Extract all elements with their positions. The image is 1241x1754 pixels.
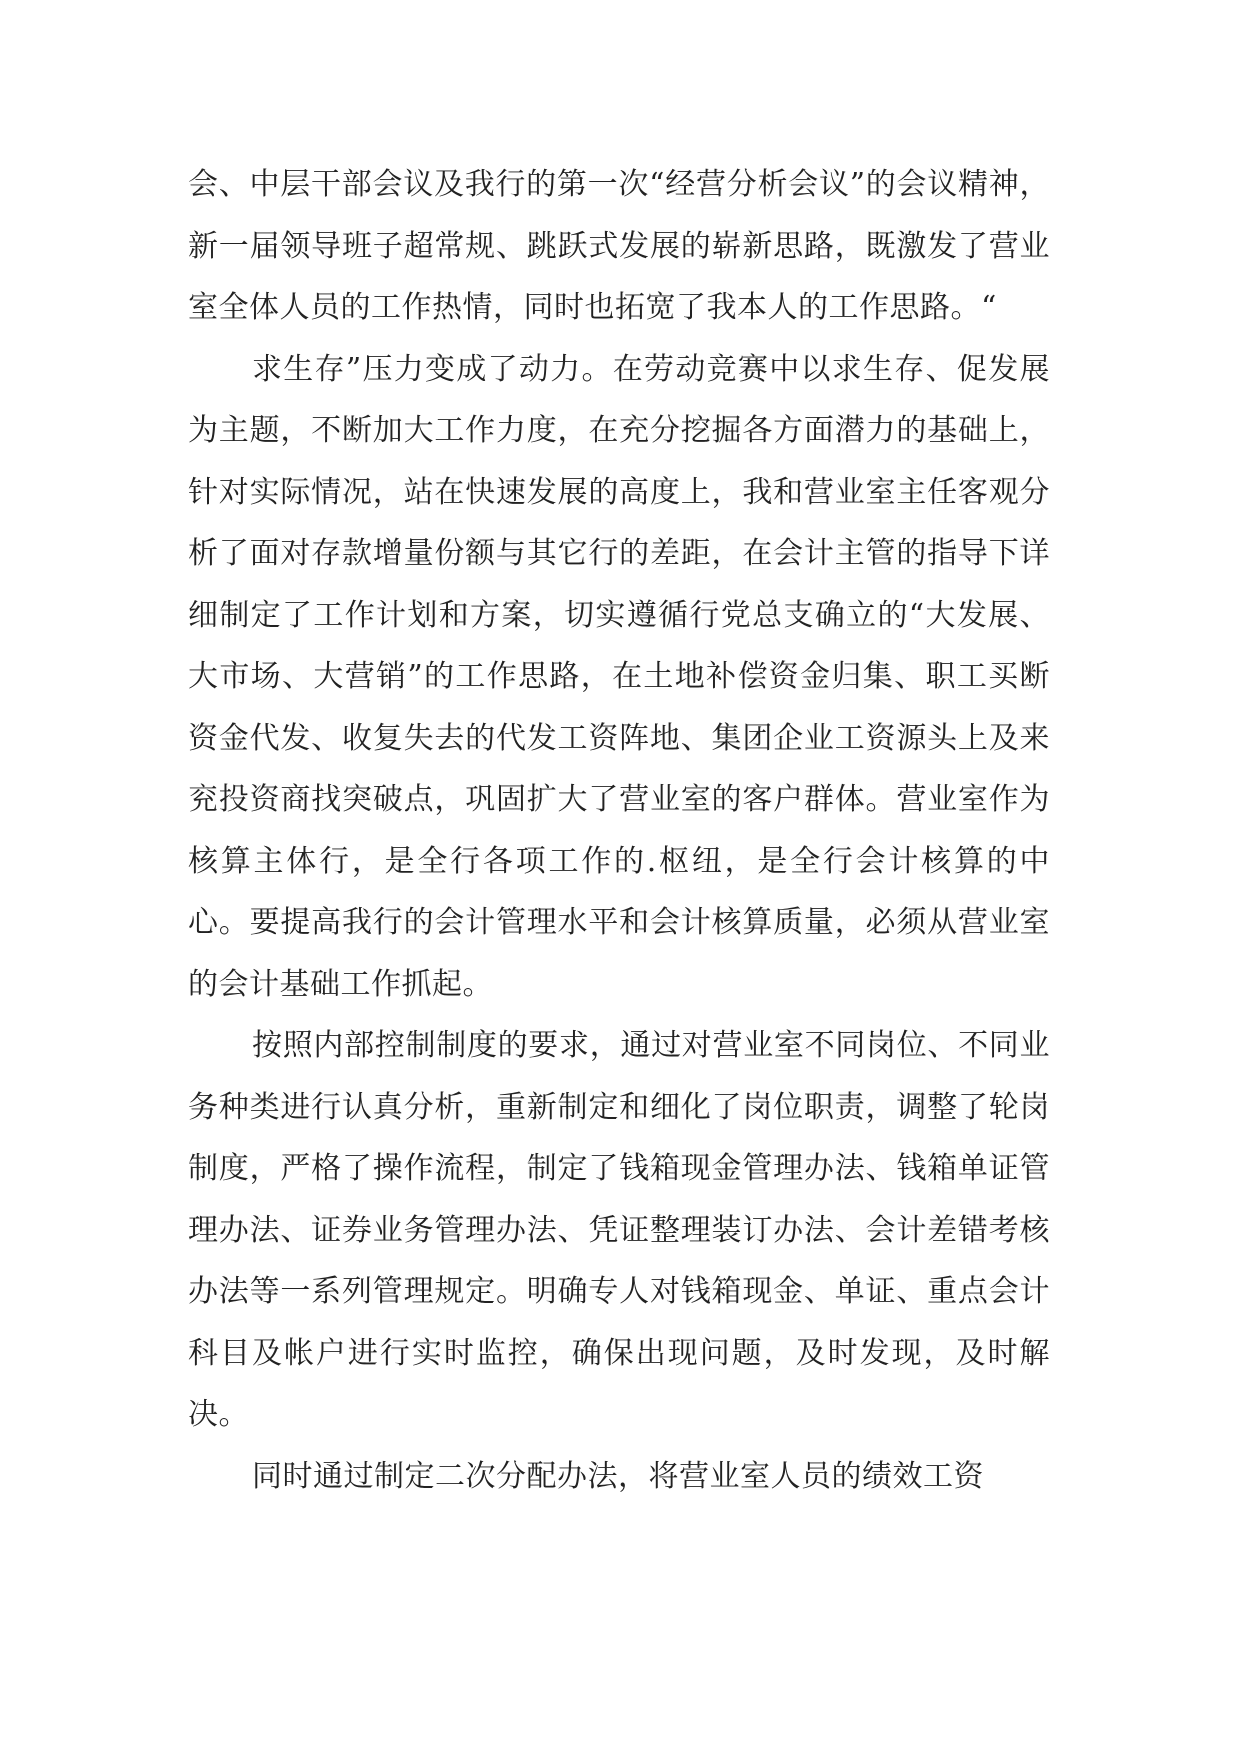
paragraph: 按照内部控制制度的要求，通过对营业室不同岗位、不同业务种类进行认真分析，重新制定和细化了岗位职责，调整了轮岗制度，严格了操作流程，制定了钱箱现金管理办法、钱箱单证管理办法、证券业务管理办法、凭证整理装订办法、会计差错考核办法等一系列管理规定。明确专人对钱箱现金、单证、重点会计科目及帐户进行实时监控，确保出现问题，及时发现，及时解决。 <box>188 1028 1050 1432</box>
body-text <box>188 154 1050 1507</box>
paragraph-continuation: 会、中层干部会议及我行的第一次“经营分析会议”的会议精神，新一届领导班子超常规、跳跃式发展的崭新思路，既激发了营业室全体人员的工作热情，同时也拓宽了我本人的工作思路。“ <box>188 167 1050 325</box>
paragraph: 同时通过制定二次分配办法，将营业室人员的绩效工资 <box>252 1458 984 1494</box>
paragraph: 求生存”压力变成了动力。在劳动竞赛中以求生存、促发展为主题，不断加大工作力度，在充分挖掘各方面潜力的基础上，针对实际情况，站在快速发展的高度上，我和营业室主任客观分析了面对存款增量份额与其它行的差距，在会计主管的指导下详细制定了工作计划和方案，切实遵循行党总支确立的“大发展、大市场、大营销”的工作思路，在土地补偿资金归集、职工买断资金代发、收复失去的代发工资阵地、集团企业工资源头上及来兖投资商找突破点，巩固扩大了营业室的客户群体。营业室作为核算主体行，是全行各项工作的.枢纽，是全行会计核算的中心。要提高我行的会计管理水平和会计核算质量，必须从营业室的会计基础工作抓起。 <box>188 351 1050 1002</box>
